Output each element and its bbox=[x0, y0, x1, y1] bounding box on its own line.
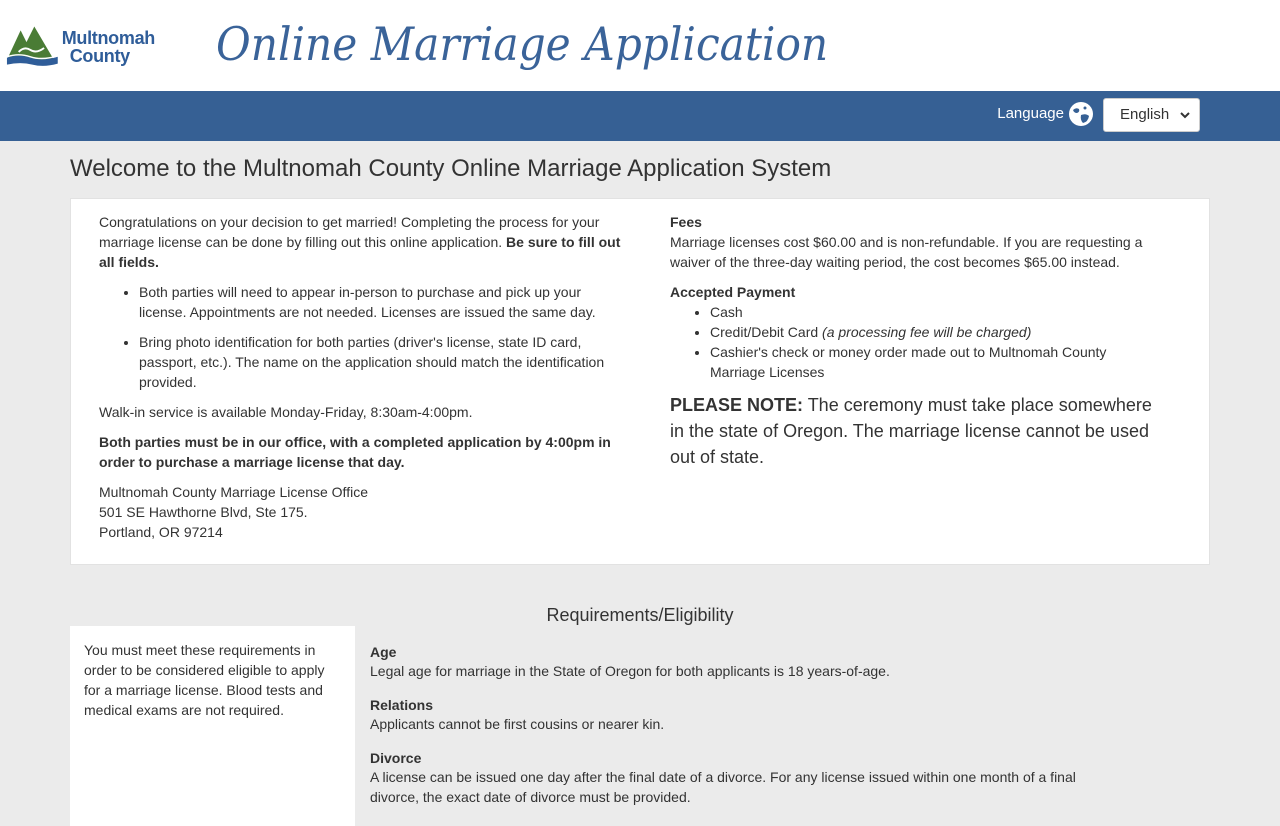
welcome-left-column bbox=[99, 212, 629, 552]
deadline-notice: Both parties must be in our office, with a completed application by 4:00pm in order to purchase a marriage license that day. bbox=[99, 434, 611, 470]
payment-heading: Accepted Payment bbox=[670, 284, 796, 300]
language-picker bbox=[997, 101, 1098, 127]
multnomah-county-logo[interactable] bbox=[5, 24, 155, 70]
list-item: • Both parties will need to appear in-person to purchase and pick up your license. Appointments are not needed. Licenses are issued the same day. bbox=[139, 282, 629, 322]
address-line1: Multnomah County Marriage License Office bbox=[99, 484, 368, 500]
globe-icon bbox=[1068, 101, 1094, 127]
logo-line1: Multnomah bbox=[61, 28, 155, 48]
page-title: Welcome to the Multnomah County Online Marriage Application System bbox=[70, 155, 832, 182]
address-line3: Portland, OR 97214 bbox=[99, 524, 223, 540]
fees-heading: Fees bbox=[670, 214, 702, 230]
requirement-text: A license can be issued one day after the final date of a divorce. For any license issued within one month of a final divorce, the exact date of divorce must be provided. bbox=[370, 769, 1076, 805]
welcome-panel bbox=[70, 198, 1210, 565]
requirements-intro-panel bbox=[70, 626, 355, 826]
mountain-logo-icon bbox=[5, 24, 60, 70]
requirement-heading: Age bbox=[370, 644, 397, 660]
walkin-hours: Walk-in service is available Monday-Friday, 8:30am-4:00pm. bbox=[99, 404, 473, 420]
please-note bbox=[670, 392, 1160, 470]
requirement-heading: Relations bbox=[370, 697, 434, 713]
fees-text: Marriage licenses cost $60.00 and is non-refundable. If you are requesting a waiver of the three-day waiting period, the cost becomes $65.00 instead. bbox=[670, 234, 1143, 270]
intro-bold-text: Be sure to fill out all fields. bbox=[99, 234, 621, 270]
site-header bbox=[0, 0, 1280, 91]
requirement-relations bbox=[370, 696, 1210, 734]
language-select[interactable] bbox=[1103, 98, 1200, 132]
list-item bbox=[710, 302, 1160, 322]
navbar bbox=[0, 91, 1280, 141]
payment-label: Cash bbox=[710, 304, 743, 320]
logo-line2: County bbox=[69, 46, 130, 66]
language-dropdown[interactable] bbox=[1103, 98, 1200, 132]
requirement-text: Applicants cannot be first cousins or nearer kin. bbox=[370, 716, 665, 732]
list-item bbox=[710, 322, 1160, 342]
list-item bbox=[710, 342, 1160, 382]
payment-note: (a processing fee will be charged) bbox=[822, 324, 1032, 340]
note-text: The ceremony must take place somewhere in the state of Oregon. The marriage license cannot be used out of state. bbox=[670, 395, 1152, 467]
requirement-age bbox=[370, 643, 1210, 681]
requirements-intro: You must meet these requirements in order to be considered eligible to apply for a marriage license. Blood tests and medical exams are not required. bbox=[84, 642, 325, 718]
app-title: Online Marriage Application bbox=[216, 17, 829, 71]
language-label: Language bbox=[997, 105, 1064, 122]
requirements-title: Requirements/Eligibility bbox=[546, 605, 734, 625]
instructions-list bbox=[99, 282, 629, 392]
payment-list bbox=[670, 302, 1160, 382]
address-line2: 501 SE Hawthorne Blvd, Ste 175. bbox=[99, 504, 308, 520]
office-address bbox=[99, 482, 629, 542]
requirements-list bbox=[370, 643, 1210, 822]
intro-paragraph bbox=[99, 212, 629, 272]
requirement-divorce bbox=[370, 749, 1090, 807]
payment-label: Cashier's check or money order made out to Multnomah County Marriage Licenses bbox=[710, 344, 1107, 380]
intro-text: Congratulations on your decision to get married! Completing the process for your marriage license can be done by filling out this online application. bbox=[99, 214, 600, 250]
requirement-heading: Divorce bbox=[370, 750, 422, 766]
language-selected-value: English bbox=[1120, 106, 1170, 123]
note-label: PLEASE NOTE: bbox=[670, 395, 804, 415]
logo-text bbox=[62, 29, 155, 65]
payment-label: Credit/Debit Card bbox=[710, 324, 823, 340]
welcome-right-column bbox=[670, 212, 1160, 470]
chevron-down-icon bbox=[1179, 109, 1191, 121]
list-item: • Bring photo identification for both parties (driver's license, state ID card, passport, etc.). The name on the application should match the identification provided. bbox=[139, 332, 629, 392]
requirement-text: Legal age for marriage in the State of Oregon for both applicants is 18 years-of-age. bbox=[370, 663, 890, 679]
